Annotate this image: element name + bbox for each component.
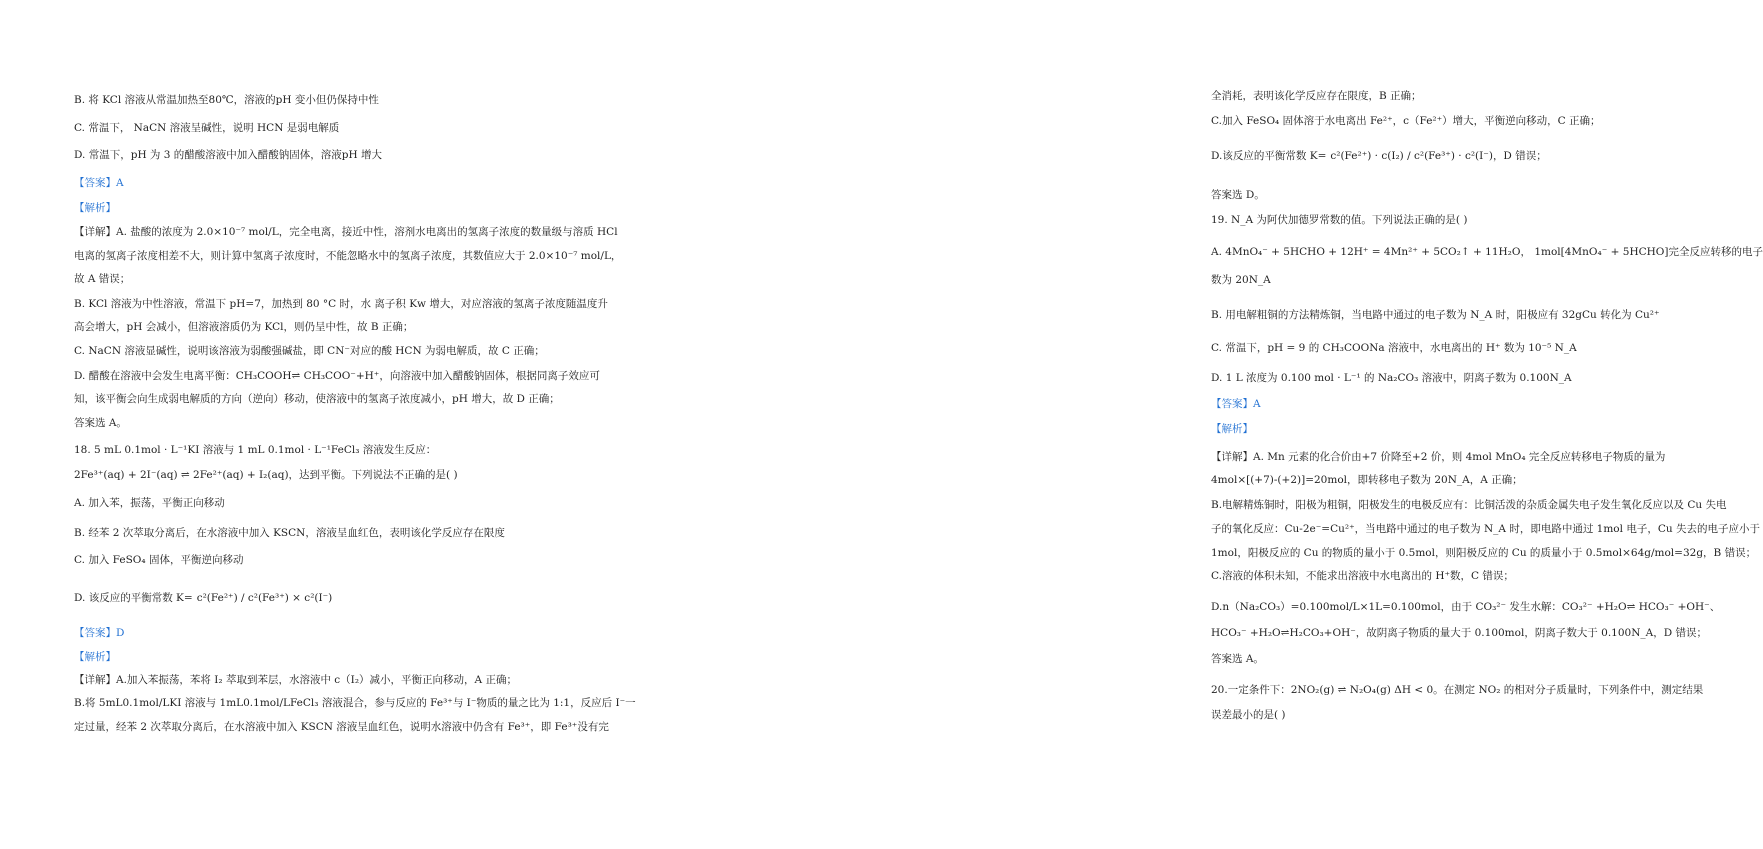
left-line [74,201,116,215]
left-line [74,249,621,263]
left-line [74,526,505,540]
line-text: 【答案】A [74,177,124,189]
right-line [1211,308,1660,322]
line-text-after: ，D 错误； [1492,150,1547,162]
fraction-expression: c²(Fe²⁺) · c(I₂) / c²(Fe³⁺) · c²(I⁻) [1330,150,1493,162]
line-text: B.电解精炼铜时，阳极为粗铜，阳极发生的电极反应有：比铜活泼的杂质金属失电子发生氧化反应以及 Cu 失电 [1211,499,1727,511]
line-text: D. 醋酸在溶液中会发生电离平衡：CH₃COOH⇌ CH₃COO⁻+H⁺，向溶液中加入醋酸钠固体，根据同离子效应可 [74,370,600,382]
right-line [1211,473,1523,487]
line-text: 【答案】A [1211,398,1261,410]
line-text: A. 4MnO₄⁻ + 5HCHO + 12H⁺ = 4Mn²⁺ + 5CO₂↑ + 11H₂O， 1mol[4MnO₄⁻ + 5HCHO]完全反应转移的电子 [1211,246,1763,258]
left-line [74,416,127,430]
left-line [74,297,608,311]
left-line [74,496,225,510]
line-text: B.将 5mL0.1mol/LKI 溶液与 1mL0.1mol/LFeCl₃ 溶液混合，参与反应的 Fe³⁺与 I⁻物质的量之比为 1:1，反应后 I⁻一 [74,697,636,709]
right-line [1211,708,1286,722]
line-text: B. 用电解粗铜的方法精炼铜，当电路中通过的电子数为 N_A 时，阳极应有 32gCu 转化为 Cu²⁺ [1211,309,1660,321]
right-line [1211,569,1514,583]
right-line [1211,626,1707,640]
right-line [1211,213,1467,227]
line-text: 1mol，阳极反应的 Cu 的物质的量小于 0.5mol，则阳极反应的 Cu 的质量小于 0.5mol×64g/mol=32g，B 错误； [1211,547,1757,559]
line-text: 2Fe³⁺(aq) + 2I⁻(aq) ⇌ 2Fe²⁺(aq) + I₂(aq)，达到平衡。下列说法不正确的是( ) [74,469,458,481]
line-text: C. NaCN 溶液显碱性，说明该溶液为弱酸强碱盐，即 CN⁻对应的酸 HCN 为弱电解质，故 C 正确； [74,345,545,357]
line-text: 误差最小的是( ) [1211,709,1286,721]
left-line [74,673,517,687]
left-line [74,392,560,406]
right-line [1211,546,1756,560]
left-line [74,176,124,190]
line-text: 4mol×[(+7)-(+2)]=20mol，即转移电子数为 20N_A，A 正确； [1211,474,1523,486]
line-text: 电离的氢离子浓度相差不大，则计算中氢离子浓度时，不能忽略水中的氢离子浓度，其数值应大于 2.0×10⁻⁷ mol/L， [74,250,622,262]
line-text: D. 常温下，pH 为 3 的醋酸溶液中加入醋酸钠固体，溶液pH 增大 [74,149,383,161]
right-line [1211,683,1703,697]
left-line [74,369,600,383]
line-text: 【答案】D [74,627,125,639]
right-line [1211,522,1760,536]
line-text: 故 A 错误； [74,273,131,285]
right-line [1211,89,1422,103]
right-line [1211,341,1577,355]
left-line [74,121,339,135]
line-text: 子的氧化反应：Cu-2e⁻=Cu²⁺，当电路中通过的电子数为 N_A 时，即电路中通过 1mol 电子，Cu 失去的电子应小于 [1211,523,1760,535]
line-text: 【详解】A. Mn 元素的化合价由+7 价降至+2 价，则 4mol MnO₄ 完全反应转移电子物质的量为 [1211,451,1666,463]
left-line [74,225,618,239]
right-line [1211,450,1665,464]
line-text: D. 该反应的平衡常数 K= [74,592,193,604]
line-text: C.溶液的体积未知，不能求出溶液中水电离出的 H⁺数，C 错误； [1211,570,1514,582]
right-line [1211,273,1271,287]
line-text: D.该反应的平衡常数 K= [1211,150,1327,162]
left-line [74,468,458,482]
line-text: 答案选 D。 [1211,189,1265,201]
line-text: 答案选 A。 [74,417,127,429]
line-text: D.n（Na₂CO₃）=0.100mol/L×1L=0.100mol，由于 CO₃²⁻ 发生水解：CO₃²⁻ +H₂O⇌ HCO₃⁻ +OH⁻、 [1211,601,1721,613]
line-text: 全消耗，表明该化学反应存在限度，B 正确； [1211,90,1422,102]
line-text: C. 加入 FeSO₄ 固体，平衡逆向移动 [74,554,244,566]
left-line [74,696,636,710]
right-line [1211,245,1763,259]
right-line [1211,188,1265,202]
line-text: 【详解】A. 盐酸的浓度为 2.0×10⁻⁷ mol/L，完全电离，接近中性，溶剂水电离出的氢离子浓度的数量级与溶质 HCl [74,226,618,238]
line-text: 【解析】 [74,651,116,663]
line-text: A. 加入苯，振荡，平衡正向移动 [74,497,225,509]
line-text: 高会增大，pH 会减小，但溶液溶质仍为 KCl，则仍呈中性，故 B 正确； [74,321,414,333]
left-line [74,650,116,664]
line-text: C.加入 FeSO₄ 固体溶于水电离出 Fe²⁺，c（Fe²⁺）增大，平衡逆向移动，C 正确； [1211,115,1601,127]
left-line [74,591,332,605]
fraction-expression: c²(Fe²⁺) / c²(Fe³⁺) × c²(I⁻) [196,592,333,604]
line-text: HCO₃⁻ +H₂O⇌H₂CO₃+OH⁻，故阴离子物质的量大于 0.100mol，阴离子数大于 0.100N_A，D 错误； [1211,627,1707,639]
line-text: 知，该平衡会向生成弱电解质的方向（逆向）移动，使溶液中的氢离子浓度减小，pH 增大，故 D 正确； [74,393,560,405]
right-line [1211,422,1253,436]
right-line [1211,149,1547,163]
line-text: C. 常温下，pH = 9 的 CH₃COONa 溶液中，水电离出的 H⁺ 数为 10⁻⁵ N_A [1211,342,1577,354]
line-text: 定过量，经苯 2 次萃取分离后，在水溶液中加入 KSCN 溶液呈血红色，说明水溶液中仍含有 Fe³⁺，即 Fe³⁺没有完 [74,721,609,733]
line-text: C. 常温下， NaCN 溶液呈碱性，说明 HCN 是弱电解质 [74,122,340,134]
left-line [74,344,545,358]
line-text: 答案选 A。 [1211,653,1264,665]
line-text: D. 1 L 浓度为 0.100 mol · L⁻¹ 的 Na₂CO₃ 溶液中，阴离子数为 0.100N_A [1211,372,1572,384]
right-line [1211,652,1264,666]
right-line [1211,498,1727,512]
left-line [74,626,124,640]
left-line [74,443,436,457]
line-text: 【详解】A.加入苯振荡，苯将 I₂ 萃取到苯层，水溶液中 c（I₂）减小，平衡正向移动，A 正确； [74,674,517,686]
line-text: 19. N_A 为阿伏加德罗常数的值。下列说法正确的是( ) [1211,214,1468,226]
right-line [1211,114,1601,128]
line-text: 18. 5 mL 0.1mol · L⁻¹KI 溶液与 1 mL 0.1mol · L⁻¹FeCl₃ 溶液发生反应： [74,444,437,456]
line-text: B. 经苯 2 次萃取分离后，在水溶液中加入 KSCN，溶液呈血红色，表明该化学反应存在限度 [74,527,505,539]
line-text: B. 将 KCl 溶液从常温加热至80℃，溶液的pH 变小但仍保持中性 [74,94,379,106]
line-text: 【解析】 [1211,423,1253,435]
right-line [1211,600,1720,614]
right-line [1211,371,1572,385]
left-line [74,553,243,567]
line-text: 数为 20N_A [1211,274,1271,286]
left-line [74,320,413,334]
left-line [74,93,379,107]
left-line [74,272,130,286]
left-line [74,720,609,734]
line-text: 20.一定条件下：2NO₂(g) ⇌ N₂O₄(g) ΔH < 0。在测定 NO₂ 的相对分子质量时，下列条件中，测定结果 [1211,684,1704,696]
line-text: B. KCl 溶液为中性溶液，常温下 pH=7，加热到 80 °C 时，水 离子积 Kw 增大，对应溶液的氢离子浓度随温度升 [74,298,608,310]
line-text: 【解析】 [74,202,116,214]
left-line [74,148,382,162]
right-line [1211,397,1261,411]
